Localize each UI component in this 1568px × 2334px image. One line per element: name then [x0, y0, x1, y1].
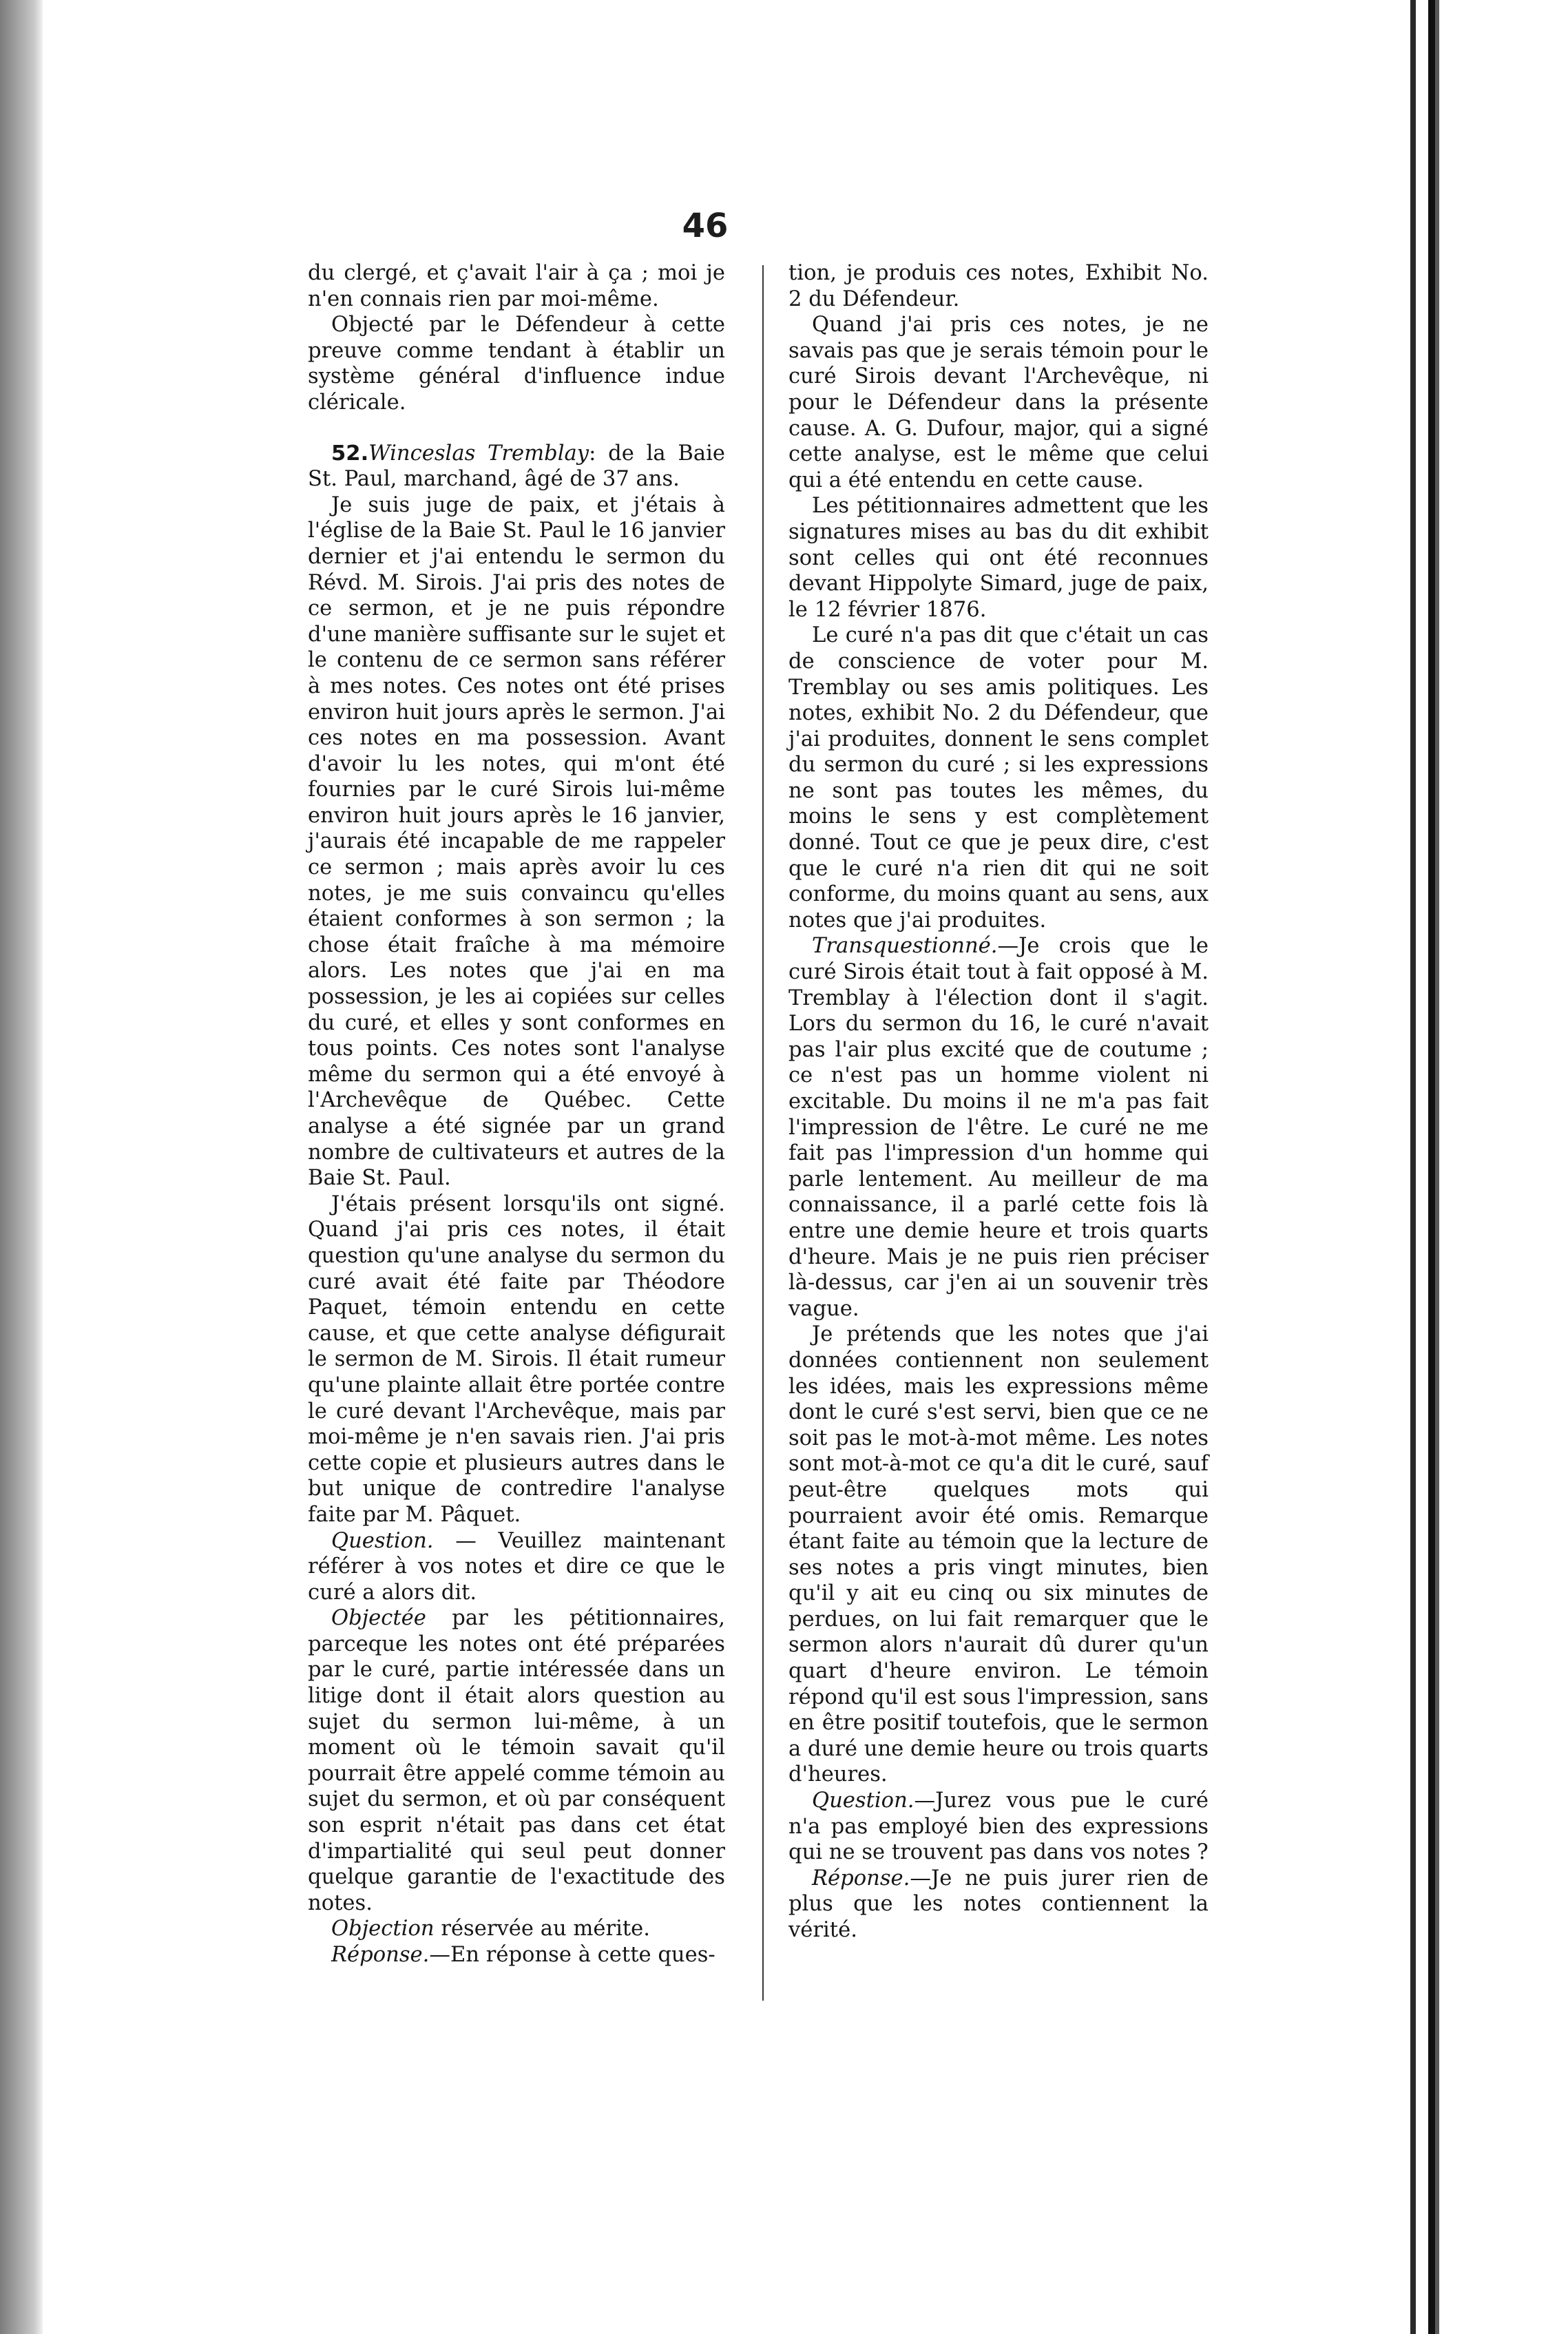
paragraph-text: réservée au mérite.: [434, 1917, 651, 1941]
paragraph-label: Question.: [812, 1789, 914, 1813]
paragraph: Les pétitionnaires admettent que les signatures mises au bas du dit exhibit sont celles qui ont été reconnues devant Hippolyte Simard, juge de paix, le 12 février 1876.: [788, 494, 1209, 622]
paragraph: [788, 1866, 1209, 1944]
witness-heading: [308, 441, 725, 492]
paragraph: Je prétends que les notes que j'ai données contiennent non seulement les idées, mais les expressions même dont le curé s'est servi, bien que ce ne soit pas le mot-à-mot même. Les notes sont mot-à-mot ce qu'a dit le curé, sauf peut-être quelques mots qui pourraient avoir été omis. Remarque étant faite au témoin que la lecture de ses notes a pris vingt minutes, bien qu'il y ait eu cinq ou six minutes de perdues, on lui fait remarquer que le sermon alors n'aurait dû durer qu'un quart d'heure environ. Le témoin répond qu'il est sous l'impression, sans en être positif toutefois, que le sermon a duré une demie heure ou trois quarts d'heures.: [788, 1322, 1209, 1787]
paragraph: [308, 1916, 725, 1942]
paragraph: [308, 1605, 725, 1916]
paragraph: Objecté par le Défendeur à cette preuve comme tendant à établir un système général d'influence indue cléricale.: [308, 313, 725, 415]
paragraph: [788, 933, 1209, 1322]
paragraph-text: —Jurez vous pue le curé n'a pas employé bien des expressions qui ne se trouvent pas dans vos notes ?: [788, 1789, 1209, 1865]
paragraph-label: Réponse.: [331, 1943, 430, 1967]
right-column: [788, 260, 1209, 1944]
scan-left-edge: [0, 0, 43, 2334]
page-number: 46: [682, 207, 729, 245]
paragraph-label: Objection: [331, 1917, 435, 1941]
paragraph-label: Objectée: [331, 1606, 426, 1631]
paragraph: J'étais présent lorsqu'ils ont signé. Quand j'ai pris ces notes, il était question qu'une analyse du sermon du curé avait été faite par Théodore Paquet, témoin entendu en cette cause, et que cette analyse défigurait le sermon de M. Sirois. Il était rumeur qu'une plainte allait être portée contre le curé devant l'Archevêque, mais par moi-même je n'en savais rien. J'ai pris cette copie et plusieurs autres dans le but unique de contredire l'analyse faite par M. Pâquet.: [308, 1191, 725, 1527]
paragraph: Quand j'ai pris ces notes, je ne savais pas que je serais témoin pour le curé Sirois devant l'Archevêque, ni pour le Défendeur dans la présente cause. A. G. Dufour, major, qui a signé cette analyse, est le même que celui qui a été entendu en cette cause.: [788, 313, 1209, 492]
paragraph: tion, je produis ces notes, Exhibit No. 2 du Défendeur.: [788, 261, 1209, 311]
witness-number: 52.: [331, 441, 369, 466]
paragraph-text: par les pétitionnaires, parceque les notes ont été préparées par le curé, partie intéressée dans un litige dont il était alors question au sujet du sermon lui-même, à un moment où le témoin savait qu'il pourrait être appelé comme témoin au sujet du sermon, et où par conséquent son esprit n'était pas dans cet état d'impartialité qui seul peut donner quelque garantie de l'exactitude des notes.: [308, 1606, 725, 1915]
column-divider: [762, 265, 764, 2001]
scan-edge-line: [1410, 0, 1416, 2334]
paragraph-text: —En réponse à cette ques-: [429, 1943, 715, 1967]
scan-right-edge: [1410, 0, 1568, 2334]
paragraph: [788, 1788, 1209, 1866]
scan-edge-line: [1428, 0, 1435, 2334]
paragraph-label: Question.: [331, 1528, 434, 1553]
witness-name: Winceslas Tremblay: [368, 441, 589, 466]
paragraph: [308, 1528, 725, 1606]
paragraph: Je suis juge de paix, et j'étais à l'église de la Baie St. Paul le 16 janvier dernier et j'ai entendu le sermon du Révd. M. Sirois. J'ai pris des notes de ce sermon, et je ne puis répondre d'une manière suffisante sur le sujet et le contenu de ce sermon sans référer à mes notes. Ces notes ont été prises environ huit jours après le sermon. J'ai ces notes en ma possession. Avant d'avoir lu les notes, qui m'ont été fournies par le curé Sirois lui-même environ huit jours après le 16 janvier, j'aurais été incapable de me rappeler ce sermon ; mais après avoir lu ces notes, je me suis convaincu qu'elles étaient conformes à son sermon ; la chose était fraîche à ma mémoire alors. Les notes que j'ai en ma possession, je les ai copiées sur celles du curé, et elles y sont conformes en tous points. Ces notes sont l'analyse même du sermon qui a été envoyé à l'Archevêque de Québec. Cette analyse a été signée par un grand nombre de cultivateurs et autres de la Baie St. Paul.: [308, 492, 726, 1191]
paragraph-text: —Je crois que le curé Sirois était tout à fait opposé à M. Tremblay à l'élection dont il s'agit. Lors du sermon du 16, le curé n'avait pas l'air plus excité que de coutume ; ce n'est pas un homme violent ni excitable. Du moins il ne m'a pas fait l'impression de l'être. Le curé ne me fait pas l'impression d'un homme qui parle lentement. Au meilleur de ma connaissance, il a parlé cette fois là entre une demie heure et trois quarts d'heure. Mais je ne puis rien préciser là-dessus, car j'en ai un souvenir très vague.: [788, 934, 1209, 1321]
paragraph-label: Réponse.: [812, 1866, 910, 1890]
paragraph-text: — Veuillez maintenant référer à vos notes et dire ce que le curé a alors dit.: [308, 1528, 725, 1605]
paragraph: Le curé n'a pas dit que c'était un cas de conscience de voter pour M. Tremblay ou ses amis politiques. Les notes, exhibit No. 2 du Défendeur, que j'ai produites, donnent le sens complet du sermon du curé ; si les expressions ne sont pas toutes les mêmes, du moins le sens y est complètement donné. Tout ce que je peux dire, c'est que le curé n'a rien dit qui ne soit conforme, du moins quant au sens, aux notes que j'ai produites.: [788, 623, 1209, 932]
witness-description: : de la Baie St. Paul, marchand, âgé de 37 ans.: [308, 441, 726, 492]
paragraph-label: Transquestionné.: [812, 934, 998, 959]
paragraph: du clergé, et ç'avait l'air à ça ; moi je n'en connais rien par moi-même.: [308, 261, 725, 311]
paragraph: [308, 1942, 725, 1968]
scan-edge-line: [1435, 0, 1439, 2334]
left-column: [308, 260, 725, 1968]
paragraph-text: —Je ne puis jurer rien de plus que les notes contiennent la vérité.: [788, 1866, 1209, 1942]
